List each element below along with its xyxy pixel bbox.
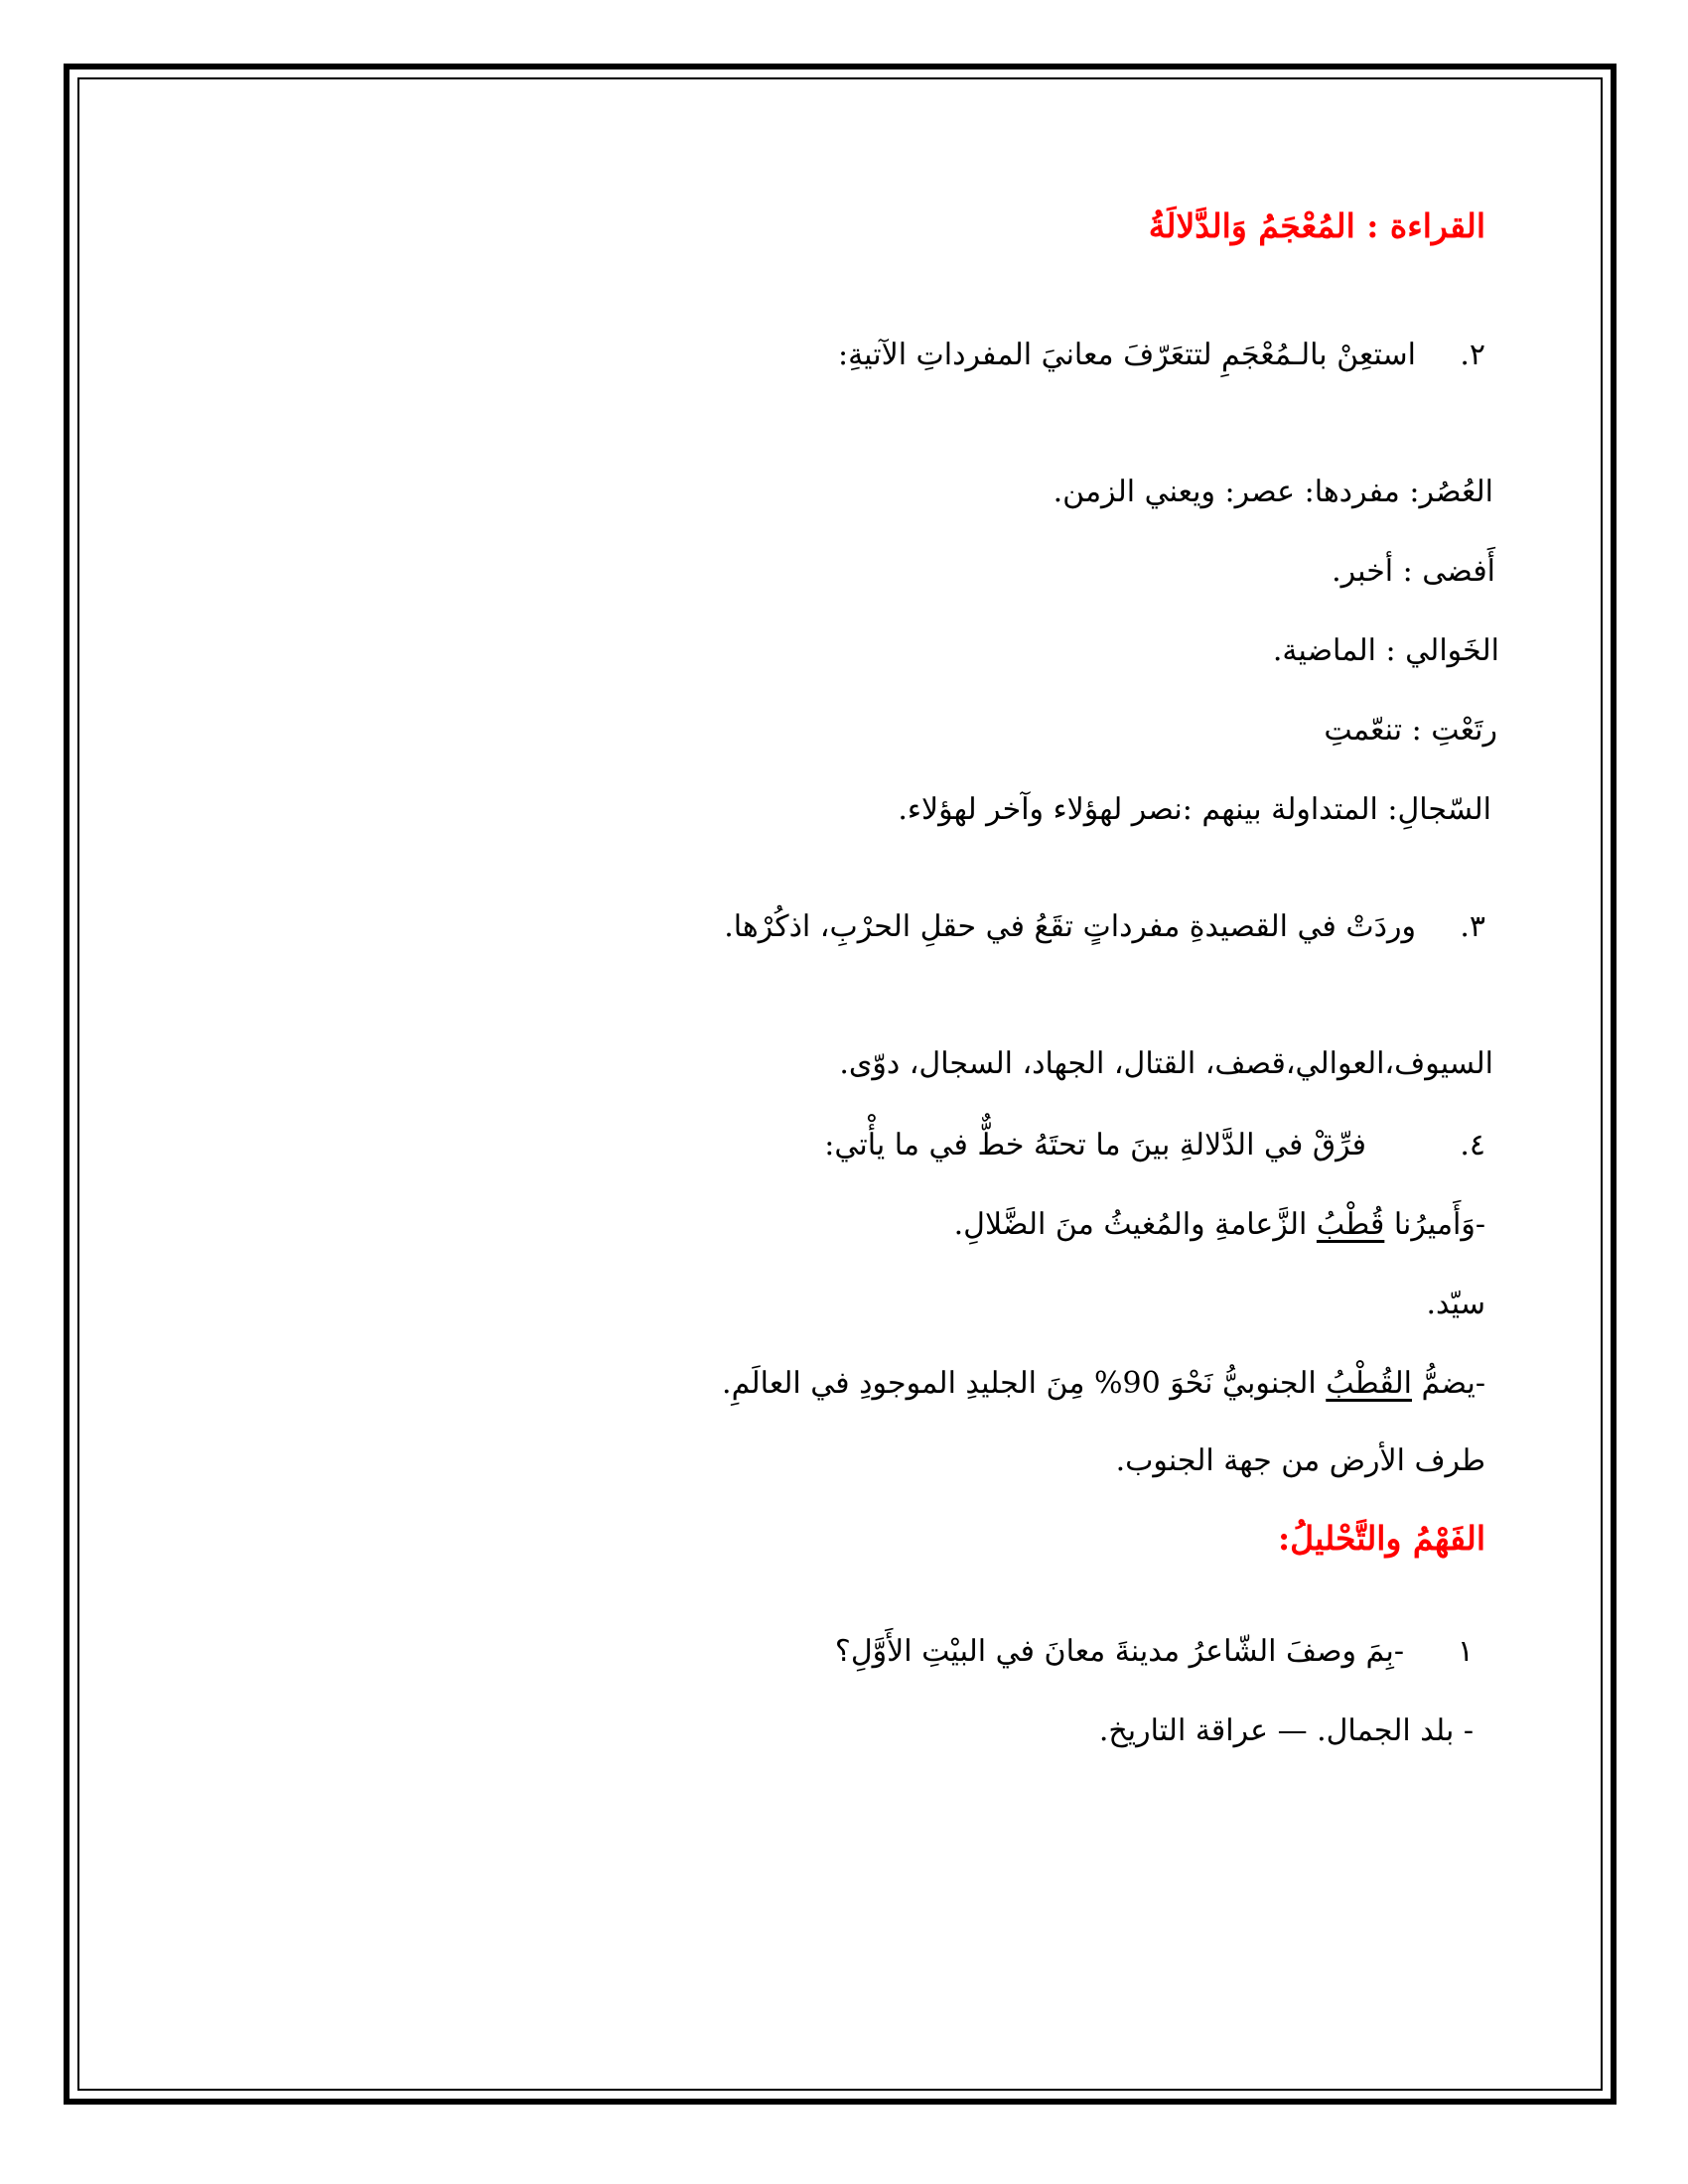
question-3-text: وردَتْ في القصيدةِ مفرداتٍ تقَعُ في حقلِ الحرْبِ، اذكُرْها. bbox=[724, 909, 1416, 944]
comprehension-section-title: الفَهْمُ والتَّحْليلُ: bbox=[1277, 1519, 1485, 1558]
comprehension-question-1 bbox=[835, 1634, 1474, 1670]
question-4 bbox=[824, 1128, 1485, 1163]
q4-example-1-underlined: قُطْبُ bbox=[1316, 1207, 1385, 1242]
comprehension-question-1-number: ١ bbox=[1457, 1634, 1474, 1669]
q2-answer-1: العُصُر: مفردها: عصر: ويعني الزمن. bbox=[1053, 475, 1493, 509]
q4-example-1-prefix: -وَأَميرُنا bbox=[1384, 1207, 1485, 1242]
question-3-number: ٣. bbox=[1460, 909, 1485, 944]
q4-example-2 bbox=[722, 1366, 1485, 1402]
q4-example-1 bbox=[954, 1207, 1485, 1243]
question-4-text: فرِّقْ في الدَّلالةِ بينَ ما تحتَهُ خطٌّ في ما يأْتي: bbox=[824, 1128, 1366, 1162]
q4-example-2-prefix: -يضمُّ bbox=[1411, 1366, 1485, 1401]
question-2-number: ٢. bbox=[1460, 338, 1485, 372]
reading-section-title: القراءة : المُعْجَمُ وَالدَّلالَةُ bbox=[1148, 206, 1485, 245]
q4-example-2-underlined: القُطْبُ bbox=[1326, 1366, 1412, 1401]
worksheet-content bbox=[77, 77, 1603, 2091]
question-4-number: ٤. bbox=[1460, 1128, 1485, 1162]
q4-example-2-suffix: الجنوبيُّ نَحْوَ 90% مِنَ الجليدِ الموجودِ في العالَمِ. bbox=[722, 1366, 1327, 1401]
comprehension-answer-1: - بلد الجمال. — عراقة التاريخ. bbox=[1098, 1713, 1474, 1748]
question-2-text: استعِنْ بالـمُعْجَمِ لتتعَرّفَ معانيَ المفرداتِ الآتيةِ: bbox=[837, 338, 1416, 372]
question-3 bbox=[724, 909, 1485, 945]
q4-example-1-suffix: الزَّعامةِ والمُغيثُ منَ الضَّلالِ. bbox=[953, 1207, 1317, 1242]
q2-answer-4: رتَعْتِ : تنعّمتِ bbox=[1324, 713, 1497, 748]
q4-example-2-answer: طرف الأرض من جهة الجنوب. bbox=[1115, 1443, 1485, 1478]
q4-example-1-answer: سيّد. bbox=[1426, 1287, 1485, 1321]
comprehension-question-1-text: -بِمَ وصفَ الشّاعرُ مدينةَ معانَ في البيْتِ الأَوَّلِ؟ bbox=[834, 1634, 1404, 1669]
q2-answer-2: أَفضى : أخبر. bbox=[1332, 554, 1495, 589]
q2-answer-5: السّجالِ: المتداولة بينهم :نصر لهؤلاء وآخر لهؤلاء. bbox=[898, 792, 1491, 827]
q3-answer: السيوف،العوالي،قصف، القتال، الجهاد، السجال، دوّى. bbox=[839, 1046, 1493, 1081]
question-2 bbox=[838, 338, 1485, 373]
q2-answer-3: الخَوالي : الماضية. bbox=[1272, 633, 1499, 668]
